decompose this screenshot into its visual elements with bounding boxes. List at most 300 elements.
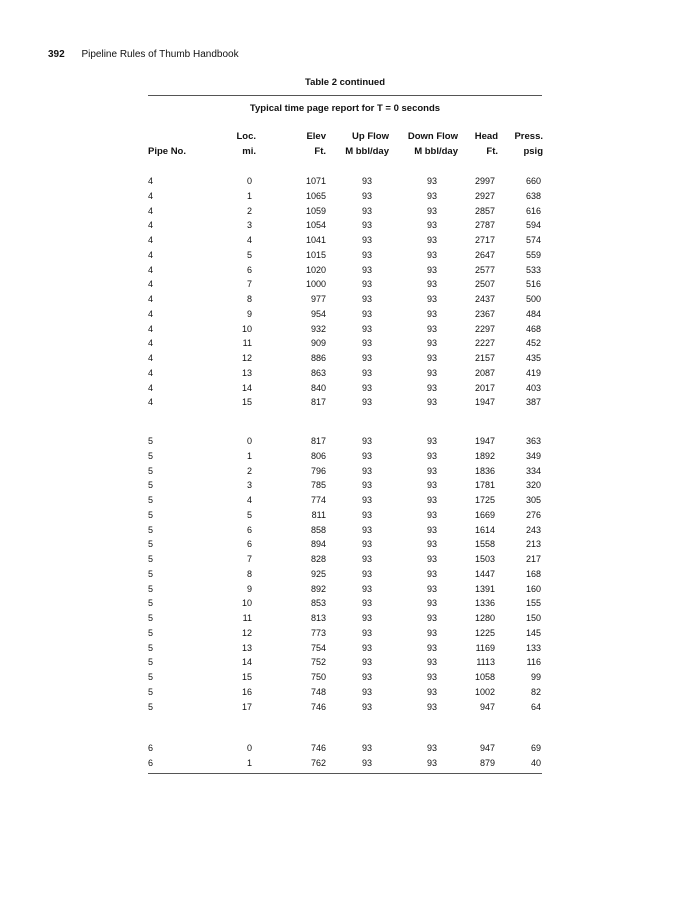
cell-up-flow: 93 bbox=[361, 323, 372, 334]
cell-press: 419 bbox=[525, 367, 541, 378]
cell-elev: 840 bbox=[310, 382, 326, 393]
cell-pipe-no: 4 bbox=[148, 235, 154, 245]
cell-down-flow: 93 bbox=[426, 743, 437, 753]
cell-press: 403 bbox=[525, 382, 541, 393]
cell-loc: 5 bbox=[246, 509, 252, 520]
cell-press: 160 bbox=[525, 583, 541, 594]
table-row bbox=[0, 248, 695, 262]
cell-head: 1558 bbox=[474, 539, 495, 550]
cell-elev: 817 bbox=[310, 436, 326, 446]
cell-loc: 0 bbox=[246, 176, 252, 186]
header-head-unit: Ft. bbox=[486, 146, 498, 157]
table-row bbox=[0, 366, 695, 380]
cell-loc: 17 bbox=[241, 701, 252, 712]
table-row bbox=[0, 434, 695, 448]
table-row bbox=[0, 567, 695, 581]
cell-pipe-no: 4 bbox=[148, 323, 154, 334]
header-down-flow-unit: M bbl/day bbox=[414, 146, 458, 157]
cell-loc: 1 bbox=[246, 757, 252, 768]
cell-elev: 894 bbox=[310, 539, 326, 550]
table-row bbox=[0, 626, 695, 640]
cell-down-flow: 93 bbox=[426, 294, 437, 304]
cell-elev: 1059 bbox=[305, 205, 326, 216]
table-row bbox=[0, 596, 695, 610]
cell-loc: 4 bbox=[246, 235, 252, 245]
table-row bbox=[0, 233, 695, 247]
cell-pipe-no: 5 bbox=[148, 627, 154, 638]
cell-press: 243 bbox=[525, 524, 541, 535]
cell-pipe-no: 5 bbox=[148, 465, 154, 476]
cell-up-flow: 93 bbox=[361, 465, 372, 476]
cell-elev: 858 bbox=[310, 524, 326, 535]
cell-up-flow: 93 bbox=[361, 539, 372, 550]
cell-down-flow: 93 bbox=[426, 338, 437, 349]
cell-elev: 1041 bbox=[305, 235, 326, 245]
cell-head: 1836 bbox=[474, 465, 495, 476]
cell-head: 2367 bbox=[474, 308, 495, 319]
cell-press: 64 bbox=[530, 701, 541, 712]
header-loc-unit: mi. bbox=[242, 146, 256, 157]
cell-elev: 925 bbox=[310, 568, 326, 579]
cell-head: 1614 bbox=[474, 524, 495, 535]
table-row bbox=[0, 395, 695, 409]
cell-down-flow: 93 bbox=[426, 568, 437, 579]
cell-press: 217 bbox=[525, 554, 541, 564]
cell-down-flow: 93 bbox=[426, 524, 437, 535]
cell-loc: 6 bbox=[246, 539, 252, 550]
cell-head: 1225 bbox=[474, 627, 495, 638]
cell-press: 363 bbox=[525, 436, 541, 446]
cell-elev: 785 bbox=[310, 480, 326, 491]
cell-loc: 3 bbox=[246, 220, 252, 231]
cell-head: 2437 bbox=[474, 294, 495, 304]
table-top-rule bbox=[148, 95, 542, 96]
cell-press: 320 bbox=[525, 480, 541, 491]
cell-down-flow: 93 bbox=[426, 205, 437, 216]
cell-head: 2507 bbox=[474, 279, 495, 290]
cell-up-flow: 93 bbox=[361, 382, 372, 393]
cell-up-flow: 93 bbox=[361, 672, 372, 682]
cell-loc: 12 bbox=[241, 353, 252, 363]
cell-elev: 909 bbox=[310, 338, 326, 349]
table-bottom-rule bbox=[148, 773, 542, 774]
table-row bbox=[0, 189, 695, 203]
header-elev: Elev bbox=[306, 131, 326, 142]
cell-elev: 806 bbox=[310, 450, 326, 461]
cell-pipe-no: 5 bbox=[148, 701, 154, 712]
cell-up-flow: 93 bbox=[361, 757, 372, 768]
cell-down-flow: 93 bbox=[426, 686, 437, 697]
table-header-row-2 bbox=[0, 145, 695, 159]
cell-elev: 932 bbox=[310, 323, 326, 334]
cell-up-flow: 93 bbox=[361, 264, 372, 275]
cell-up-flow: 93 bbox=[361, 176, 372, 186]
cell-loc: 14 bbox=[241, 657, 252, 668]
cell-loc: 12 bbox=[241, 627, 252, 638]
cell-pipe-no: 4 bbox=[148, 308, 154, 319]
cell-down-flow: 93 bbox=[426, 190, 437, 201]
cell-head: 2577 bbox=[474, 264, 495, 275]
cell-elev: 754 bbox=[310, 642, 326, 653]
header-head: Head bbox=[474, 131, 498, 142]
cell-loc: 4 bbox=[246, 495, 252, 505]
cell-press: 516 bbox=[525, 279, 541, 290]
cell-loc: 14 bbox=[241, 382, 252, 393]
cell-down-flow: 93 bbox=[426, 701, 437, 712]
cell-elev: 954 bbox=[310, 308, 326, 319]
cell-pipe-no: 4 bbox=[148, 294, 154, 304]
cell-loc: 1 bbox=[246, 190, 252, 201]
cell-press: 468 bbox=[525, 323, 541, 334]
cell-elev: 977 bbox=[310, 294, 326, 304]
cell-up-flow: 93 bbox=[361, 205, 372, 216]
cell-pipe-no: 6 bbox=[148, 743, 154, 753]
cell-pipe-no: 5 bbox=[148, 598, 154, 609]
cell-up-flow: 93 bbox=[361, 338, 372, 349]
cell-press: 638 bbox=[525, 190, 541, 201]
cell-down-flow: 93 bbox=[426, 642, 437, 653]
cell-press: 305 bbox=[525, 495, 541, 505]
cell-press: 334 bbox=[525, 465, 541, 476]
cell-loc: 6 bbox=[246, 524, 252, 535]
cell-elev: 828 bbox=[310, 554, 326, 564]
cell-down-flow: 93 bbox=[426, 613, 437, 623]
cell-elev: 746 bbox=[310, 743, 326, 753]
cell-press: 168 bbox=[525, 568, 541, 579]
cell-press: 40 bbox=[530, 757, 541, 768]
cell-press: 213 bbox=[525, 539, 541, 550]
cell-pipe-no: 4 bbox=[148, 338, 154, 349]
cell-elev: 1015 bbox=[305, 249, 326, 260]
cell-elev: 796 bbox=[310, 465, 326, 476]
table-row bbox=[0, 322, 695, 336]
cell-down-flow: 93 bbox=[426, 323, 437, 334]
cell-down-flow: 93 bbox=[426, 627, 437, 638]
cell-head: 2927 bbox=[474, 190, 495, 201]
table-row bbox=[0, 655, 695, 669]
cell-elev: 774 bbox=[310, 495, 326, 505]
cell-head: 2647 bbox=[474, 249, 495, 260]
table-row bbox=[0, 508, 695, 522]
cell-head: 1447 bbox=[474, 568, 495, 579]
cell-head: 1892 bbox=[474, 450, 495, 461]
cell-pipe-no: 4 bbox=[148, 264, 154, 275]
cell-head: 1503 bbox=[474, 554, 495, 564]
table-row bbox=[0, 381, 695, 395]
cell-up-flow: 93 bbox=[361, 190, 372, 201]
cell-loc: 0 bbox=[246, 436, 252, 446]
header-loc: Loc. bbox=[236, 131, 256, 142]
cell-elev: 1071 bbox=[305, 176, 326, 186]
cell-loc: 15 bbox=[241, 672, 252, 682]
cell-pipe-no: 4 bbox=[148, 220, 154, 231]
cell-head: 2157 bbox=[474, 353, 495, 363]
table-row bbox=[0, 336, 695, 350]
cell-up-flow: 93 bbox=[361, 583, 372, 594]
cell-up-flow: 93 bbox=[361, 397, 372, 408]
cell-pipe-no: 5 bbox=[148, 539, 154, 550]
cell-press: 533 bbox=[525, 264, 541, 275]
cell-down-flow: 93 bbox=[426, 279, 437, 290]
cell-loc: 11 bbox=[242, 613, 252, 623]
cell-up-flow: 93 bbox=[361, 308, 372, 319]
cell-head: 1669 bbox=[474, 509, 495, 520]
cell-down-flow: 93 bbox=[426, 583, 437, 594]
cell-elev: 1020 bbox=[305, 264, 326, 275]
cell-elev: 853 bbox=[310, 598, 326, 609]
cell-head: 1002 bbox=[474, 686, 495, 697]
cell-up-flow: 93 bbox=[361, 367, 372, 378]
cell-pipe-no: 4 bbox=[148, 190, 154, 201]
cell-up-flow: 93 bbox=[361, 568, 372, 579]
cell-head: 1391 bbox=[474, 583, 495, 594]
table-row bbox=[0, 552, 695, 566]
table-row bbox=[0, 493, 695, 507]
cell-head: 2227 bbox=[474, 338, 495, 349]
cell-elev: 752 bbox=[310, 657, 326, 668]
cell-loc: 3 bbox=[246, 480, 252, 491]
cell-head: 1947 bbox=[474, 397, 495, 408]
cell-down-flow: 93 bbox=[426, 465, 437, 476]
cell-press: 69 bbox=[530, 743, 541, 753]
table-row bbox=[0, 611, 695, 625]
cell-loc: 9 bbox=[246, 308, 252, 319]
cell-elev: 886 bbox=[310, 353, 326, 363]
header-press-unit: psig bbox=[523, 146, 543, 157]
cell-up-flow: 93 bbox=[361, 613, 372, 623]
cell-down-flow: 93 bbox=[426, 220, 437, 231]
cell-up-flow: 93 bbox=[361, 235, 372, 245]
cell-elev: 817 bbox=[310, 397, 326, 408]
cell-up-flow: 93 bbox=[361, 279, 372, 290]
cell-up-flow: 93 bbox=[361, 686, 372, 697]
header-pipe-no: Pipe No. bbox=[148, 146, 187, 157]
header-down-flow: Down Flow bbox=[407, 131, 458, 142]
header-elev-unit: Ft. bbox=[314, 146, 326, 157]
cell-loc: 9 bbox=[246, 583, 252, 594]
cell-down-flow: 93 bbox=[426, 539, 437, 550]
cell-pipe-no: 4 bbox=[148, 382, 154, 393]
table-header-row-1 bbox=[0, 130, 695, 144]
cell-head: 1169 bbox=[475, 642, 495, 653]
cell-loc: 10 bbox=[241, 323, 252, 334]
cell-press: 99 bbox=[530, 672, 541, 682]
cell-up-flow: 93 bbox=[361, 249, 372, 260]
cell-loc: 11 bbox=[242, 338, 252, 349]
cell-down-flow: 93 bbox=[426, 657, 437, 668]
running-head bbox=[48, 48, 239, 62]
cell-loc: 13 bbox=[241, 642, 252, 653]
cell-loc: 15 bbox=[241, 397, 252, 408]
cell-up-flow: 93 bbox=[361, 450, 372, 461]
cell-pipe-no: 5 bbox=[148, 613, 154, 623]
cell-down-flow: 93 bbox=[426, 436, 437, 446]
cell-down-flow: 93 bbox=[426, 495, 437, 505]
cell-head: 1058 bbox=[474, 672, 495, 682]
cell-elev: 863 bbox=[310, 367, 326, 378]
cell-press: 349 bbox=[525, 450, 541, 461]
cell-press: 616 bbox=[525, 205, 541, 216]
table-row bbox=[0, 582, 695, 596]
book-title: Pipeline Rules of Thumb Handbook bbox=[81, 49, 239, 60]
cell-up-flow: 93 bbox=[361, 495, 372, 505]
cell-up-flow: 93 bbox=[361, 480, 372, 491]
cell-loc: 7 bbox=[246, 279, 252, 290]
cell-pipe-no: 5 bbox=[148, 450, 154, 461]
cell-up-flow: 93 bbox=[361, 657, 372, 668]
cell-pipe-no: 5 bbox=[148, 657, 154, 668]
cell-head: 2087 bbox=[474, 367, 495, 378]
cell-loc: 2 bbox=[246, 465, 252, 476]
cell-pipe-no: 4 bbox=[148, 397, 154, 408]
cell-head: 1725 bbox=[474, 495, 495, 505]
cell-press: 574 bbox=[525, 235, 541, 245]
cell-elev: 813 bbox=[310, 613, 326, 623]
cell-pipe-no: 5 bbox=[148, 554, 154, 564]
table-row bbox=[0, 670, 695, 684]
cell-elev: 1000 bbox=[305, 279, 326, 290]
table-row bbox=[0, 174, 695, 188]
cell-down-flow: 93 bbox=[426, 353, 437, 363]
cell-head: 2857 bbox=[474, 205, 495, 216]
cell-down-flow: 93 bbox=[426, 598, 437, 609]
cell-press: 484 bbox=[525, 308, 541, 319]
cell-head: 1781 bbox=[474, 480, 495, 491]
table-row bbox=[0, 537, 695, 551]
cell-loc: 8 bbox=[246, 294, 252, 304]
table-caption: Table 2 continued bbox=[304, 77, 386, 88]
cell-head: 1336 bbox=[474, 598, 495, 609]
cell-press: 82 bbox=[530, 686, 541, 697]
cell-press: 387 bbox=[525, 397, 541, 408]
cell-up-flow: 93 bbox=[361, 701, 372, 712]
page-number: 392 bbox=[48, 49, 65, 60]
cell-down-flow: 93 bbox=[426, 249, 437, 260]
table-row bbox=[0, 641, 695, 655]
header-up-flow-unit: M bbl/day bbox=[345, 146, 389, 157]
cell-pipe-no: 5 bbox=[148, 686, 154, 697]
table-row bbox=[0, 685, 695, 699]
cell-loc: 13 bbox=[241, 367, 252, 378]
cell-elev: 892 bbox=[310, 583, 326, 594]
cell-press: 155 bbox=[525, 598, 541, 609]
cell-up-flow: 93 bbox=[361, 524, 372, 535]
cell-head: 947 bbox=[479, 743, 495, 753]
cell-pipe-no: 4 bbox=[148, 367, 154, 378]
cell-head: 879 bbox=[479, 757, 495, 768]
cell-down-flow: 93 bbox=[426, 176, 437, 186]
cell-pipe-no: 6 bbox=[148, 757, 154, 768]
cell-loc: 8 bbox=[246, 568, 252, 579]
cell-up-flow: 93 bbox=[361, 642, 372, 653]
cell-head: 2997 bbox=[474, 176, 495, 186]
cell-pipe-no: 5 bbox=[148, 672, 154, 682]
cell-pipe-no: 5 bbox=[148, 583, 154, 594]
cell-press: 594 bbox=[525, 220, 541, 231]
cell-down-flow: 93 bbox=[426, 480, 437, 491]
header-press: Press. bbox=[514, 131, 543, 142]
table-row bbox=[0, 307, 695, 321]
cell-up-flow: 93 bbox=[361, 220, 372, 231]
cell-up-flow: 93 bbox=[361, 353, 372, 363]
cell-down-flow: 93 bbox=[426, 509, 437, 520]
cell-down-flow: 93 bbox=[426, 264, 437, 275]
cell-pipe-no: 4 bbox=[148, 205, 154, 216]
cell-press: 145 bbox=[525, 627, 541, 638]
table-row bbox=[0, 464, 695, 478]
cell-up-flow: 93 bbox=[361, 294, 372, 304]
cell-head: 2787 bbox=[474, 220, 495, 231]
cell-down-flow: 93 bbox=[426, 235, 437, 245]
cell-down-flow: 93 bbox=[426, 382, 437, 393]
table-row bbox=[0, 292, 695, 306]
cell-press: 500 bbox=[525, 294, 541, 304]
cell-head: 947 bbox=[479, 701, 495, 712]
cell-head: 2017 bbox=[474, 382, 495, 393]
cell-elev: 811 bbox=[311, 509, 326, 520]
cell-pipe-no: 5 bbox=[148, 436, 154, 446]
cell-elev: 773 bbox=[310, 627, 326, 638]
cell-loc: 2 bbox=[246, 205, 252, 216]
cell-up-flow: 93 bbox=[361, 743, 372, 753]
cell-up-flow: 93 bbox=[361, 509, 372, 520]
cell-press: 559 bbox=[525, 249, 541, 260]
cell-up-flow: 93 bbox=[361, 627, 372, 638]
cell-elev: 1054 bbox=[305, 220, 326, 231]
cell-down-flow: 93 bbox=[426, 554, 437, 564]
cell-loc: 6 bbox=[246, 264, 252, 275]
cell-loc: 10 bbox=[241, 598, 252, 609]
cell-elev: 750 bbox=[310, 672, 326, 682]
cell-pipe-no: 5 bbox=[148, 495, 154, 505]
cell-head: 1280 bbox=[474, 613, 495, 623]
cell-press: 435 bbox=[525, 353, 541, 363]
table-row bbox=[0, 741, 695, 755]
table-row bbox=[0, 218, 695, 232]
cell-loc: 5 bbox=[246, 249, 252, 260]
cell-press: 116 bbox=[526, 657, 541, 668]
cell-head: 2717 bbox=[474, 235, 495, 245]
table-row bbox=[0, 277, 695, 291]
cell-pipe-no: 4 bbox=[148, 279, 154, 290]
table-row bbox=[0, 351, 695, 365]
cell-down-flow: 93 bbox=[426, 397, 437, 408]
table-row bbox=[0, 263, 695, 277]
table-row bbox=[0, 756, 695, 770]
cell-down-flow: 93 bbox=[426, 757, 437, 768]
cell-pipe-no: 5 bbox=[148, 568, 154, 579]
table-row bbox=[0, 700, 695, 714]
cell-down-flow: 93 bbox=[426, 367, 437, 378]
cell-elev: 762 bbox=[310, 757, 326, 768]
cell-elev: 1065 bbox=[305, 190, 326, 201]
cell-up-flow: 93 bbox=[361, 598, 372, 609]
cell-down-flow: 93 bbox=[426, 450, 437, 461]
cell-loc: 7 bbox=[246, 554, 252, 564]
cell-press: 660 bbox=[525, 176, 541, 186]
table-row bbox=[0, 523, 695, 537]
cell-elev: 746 bbox=[310, 701, 326, 712]
cell-head: 1113 bbox=[476, 657, 495, 668]
cell-down-flow: 93 bbox=[426, 672, 437, 682]
cell-elev: 748 bbox=[310, 686, 326, 697]
cell-pipe-no: 5 bbox=[148, 480, 154, 491]
cell-loc: 1 bbox=[246, 450, 252, 461]
cell-loc: 16 bbox=[241, 686, 252, 697]
cell-head: 2297 bbox=[474, 323, 495, 334]
cell-up-flow: 93 bbox=[361, 554, 372, 564]
cell-press: 276 bbox=[525, 509, 541, 520]
